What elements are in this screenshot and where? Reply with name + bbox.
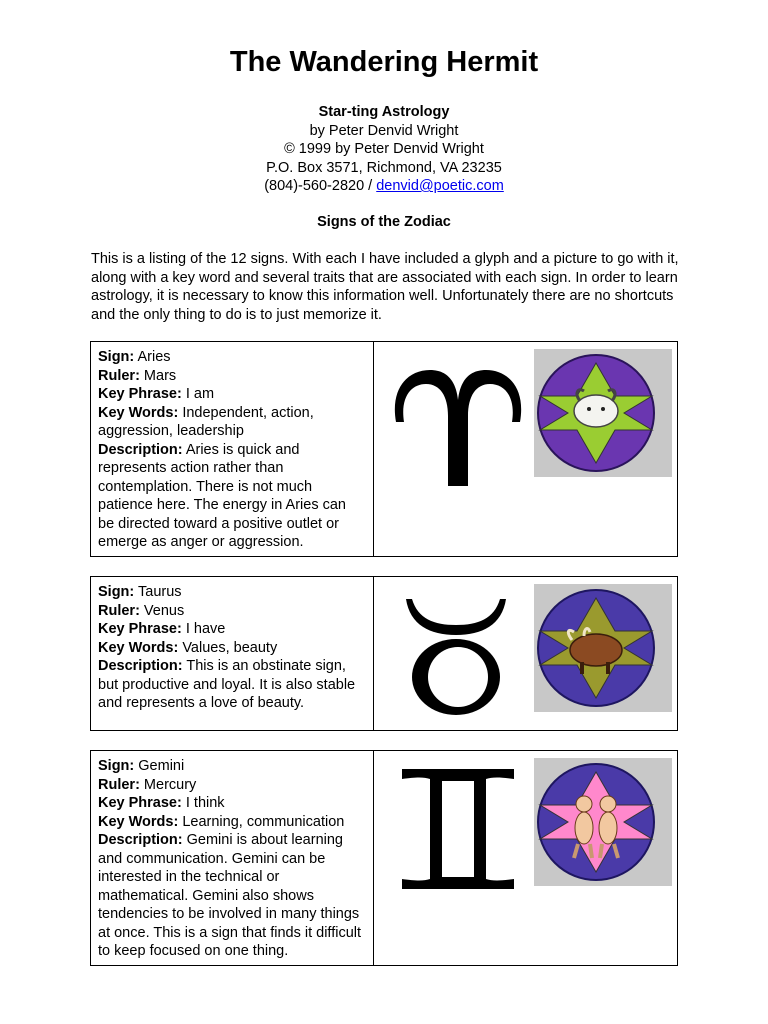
- sign-value: Gemini: [134, 758, 185, 774]
- ram-in-star-icon: [534, 349, 672, 477]
- ruler-value: Mercury: [139, 776, 197, 793]
- ruler-label: Ruler:: [98, 776, 140, 793]
- contact-line: [0, 177, 768, 196]
- sign-value: Taurus: [134, 584, 182, 600]
- description-label: Description:: [98, 658, 183, 674]
- sign-label: Sign:: [98, 349, 135, 365]
- key-words-label: Key Words:: [98, 639, 179, 656]
- key-phrase-label: Key Phrase:: [98, 386, 182, 402]
- description-label: Description:: [98, 832, 183, 848]
- aries-glyph-icon: [388, 360, 528, 488]
- sign-table-taurus: [90, 576, 678, 731]
- key-words-value: Values, beauty: [178, 639, 278, 656]
- sign-details: [91, 751, 374, 965]
- description-value: Aries is quick and represents action rather than contemplation. There is not much patience here. The energy in Aries can be directed toward a positive outlet or emerge as anger or aggression.: [98, 441, 347, 550]
- sign-art: [374, 577, 677, 730]
- sign-value: Aries: [134, 349, 171, 365]
- sign-label: Sign:: [98, 584, 135, 600]
- key-phrase-value: I am: [181, 386, 215, 402]
- twins-in-star-icon: [534, 758, 672, 886]
- sign-table-aries: [90, 341, 678, 557]
- document-subtitle: Star-ting Astrology: [318, 104, 450, 120]
- phone: (804)-560-2820 /: [264, 178, 377, 194]
- copyright: © 1999 by Peter Denvid Wright: [284, 141, 484, 157]
- ruler-value: Mars: [139, 367, 177, 384]
- description-label: Description:: [98, 441, 183, 458]
- page-title: The Wandering Hermit: [229, 46, 539, 78]
- intro-paragraph: This is a listing of the 12 signs. With each I have included a glyph and a picture to go with it, along with a key word and several traits that are associated with each sign. In order to learn astrology, it is necessary to know this information well. Unfortunately there are no shortcuts and the only thing to do is to just memorize it.: [91, 251, 679, 323]
- sign-art: [374, 751, 677, 965]
- key-phrase-value: I have: [181, 621, 226, 637]
- description-value: This is an obstinate sign, but productive and loyal. It is also stable and represents a love of beauty.: [98, 658, 356, 711]
- gemini-glyph-icon: [400, 767, 516, 891]
- key-words-value: Learning, communication: [178, 813, 345, 830]
- key-phrase-label: Key Phrase:: [98, 795, 182, 811]
- sign-art: [374, 342, 677, 556]
- key-phrase-label: Key Phrase:: [98, 621, 182, 637]
- section-title: Signs of the Zodiac: [317, 214, 451, 230]
- document-header: [0, 103, 768, 196]
- ruler-label: Ruler:: [98, 367, 140, 384]
- sign-details: [91, 577, 374, 730]
- ruler-label: Ruler:: [98, 602, 140, 619]
- description-value: Gemini is about learning and communication. Gemini can be interested in the technical or mathematical. Gemini also shows tendencies to be involved in many things at once. This is a sign that finds it difficult to keep focused on one thing.: [98, 832, 362, 959]
- email-link[interactable]: denvid@poetic.com: [376, 178, 504, 194]
- bull-in-star-icon: [534, 584, 672, 712]
- sign-label: Sign:: [98, 758, 135, 774]
- byline: by Peter Denvid Wright: [309, 122, 459, 139]
- key-phrase-value: I think: [181, 795, 225, 811]
- key-words-label: Key Words:: [98, 404, 179, 421]
- key-words-value: Independent, action, aggression, leadership: [98, 404, 314, 439]
- key-words-label: Key Words:: [98, 813, 179, 830]
- address: P.O. Box 3571, Richmond, VA 23235: [266, 159, 502, 176]
- sign-details: [91, 342, 374, 556]
- ruler-value: Venus: [139, 602, 185, 619]
- taurus-glyph-icon: [400, 591, 512, 719]
- sign-table-gemini: [90, 750, 678, 966]
